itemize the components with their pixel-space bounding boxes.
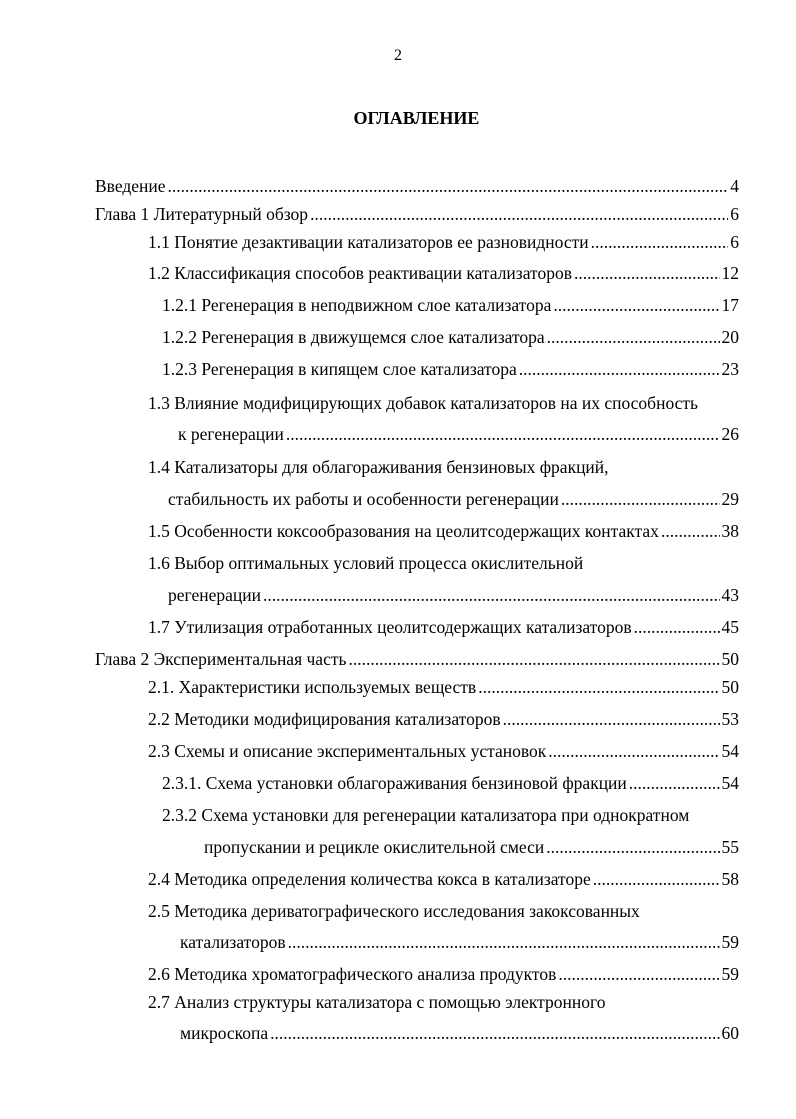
toc-entry-1-2-1[interactable] <box>162 294 739 316</box>
toc-entry-1-5[interactable] <box>148 520 739 542</box>
toc-entry-title: 2.6 Методика хроматографического анализа продуктов <box>148 964 557 984</box>
toc-entry-page: 17 <box>721 295 739 315</box>
toc-entry-2-3[interactable] <box>148 740 739 762</box>
dot-leader <box>548 740 719 762</box>
toc-entry-page: 50 <box>721 677 739 697</box>
dot-leader <box>286 423 720 445</box>
toc-entry-page: 23 <box>721 359 739 379</box>
dot-leader <box>168 175 729 197</box>
toc-entry-1-6-first-line[interactable]: 1.6 Выбор оптимальных условий процесса окислительной <box>148 553 584 573</box>
dot-leader <box>593 868 720 890</box>
toc-entry-title: 1.5 Особенности коксообразования на цеолитсодержащих контактах <box>148 521 659 541</box>
dot-leader <box>348 648 719 670</box>
toc-entry-1-2[interactable] <box>148 262 739 284</box>
toc-entry-title: 1.7 Утилизация отработанных цеолитсодержащих катализаторов <box>148 617 632 637</box>
toc-entry-page: 12 <box>721 263 739 283</box>
toc-entry-2-4[interactable] <box>148 868 739 890</box>
toc-entry-title: 2.4 Методика определения количества кокса в катализаторе <box>148 869 591 889</box>
toc-entry-introduction[interactable] <box>95 175 739 197</box>
dot-leader <box>561 488 720 510</box>
toc-entry-2-6[interactable] <box>148 963 739 985</box>
toc-entry-title: 1.2.3 Регенерация в кипящем слое катализатора <box>162 359 517 379</box>
dot-leader <box>270 1022 719 1044</box>
toc-entry-title-cont: регенерации <box>168 585 261 605</box>
dot-leader <box>478 676 719 698</box>
dot-leader <box>503 708 720 730</box>
toc-entry-1-3-first-line[interactable]: 1.3 Влияние модифицирующих добавок катализаторов на их способность <box>148 393 699 413</box>
toc-entry-title-cont: микроскопа <box>180 1023 269 1043</box>
toc-entry-page: 55 <box>721 837 739 857</box>
toc-entry-page: 60 <box>721 1023 739 1043</box>
toc-entry-page: 26 <box>721 424 739 444</box>
toc-entry-page: 29 <box>721 489 739 509</box>
toc-entry-1-3[interactable] <box>178 423 739 445</box>
toc-entry-title: Глава 2 Экспериментальная часть <box>95 649 347 669</box>
dot-leader <box>263 584 720 606</box>
toc-entry-page: 38 <box>721 521 739 541</box>
toc-entry-title: Введение <box>95 176 166 196</box>
toc-entry-title: 1.2.1 Регенерация в неподвижном слое катализатора <box>162 295 552 315</box>
toc-entry-title: 1.2 Классификация способов реактивации катализаторов <box>148 263 572 283</box>
dot-leader <box>546 836 719 858</box>
toc-entry-page: 59 <box>721 964 739 984</box>
toc-entry-2-7-first-line[interactable]: 2.7 Анализ структуры катализатора с помощью электронного <box>148 992 606 1012</box>
toc-entry-title-cont: стабильность их работы и особенности регенерации <box>168 489 559 509</box>
toc-entry-page: 20 <box>721 327 739 347</box>
toc-entry-2-2[interactable] <box>148 708 739 730</box>
dot-leader <box>547 326 720 348</box>
toc-entry-title: 2.1. Характеристики используемых веществ <box>148 677 477 697</box>
toc-entry-2-3-2[interactable] <box>204 836 739 858</box>
toc-entry-title: 1.2.2 Регенерация в движущемся слое катализатора <box>162 327 545 347</box>
dot-leader <box>553 294 719 316</box>
toc-entry-2-1[interactable] <box>148 676 739 698</box>
toc-entry-page: 45 <box>721 617 739 637</box>
dot-leader <box>591 231 729 253</box>
toc-entry-page: 58 <box>721 869 739 889</box>
toc-entry-page: 59 <box>721 932 739 952</box>
toc-entry-title: 2.3.1. Схема установки облагораживания бензиновой фракции <box>162 773 627 793</box>
toc-heading: ОГЛАВЛЕНИЕ <box>353 108 480 128</box>
toc-entry-chapter-2[interactable] <box>95 648 739 670</box>
toc-entry-2-3-1[interactable] <box>162 772 739 794</box>
toc-entry-title: Глава 1 Литературный обзор <box>95 204 309 224</box>
toc-entry-1-7[interactable] <box>148 616 739 638</box>
toc-entry-1-4[interactable] <box>168 488 739 510</box>
toc-entry-page: 53 <box>721 709 739 729</box>
toc-entry-title: 2.3 Схемы и описание экспериментальных установок <box>148 741 547 761</box>
toc-entry-page: 50 <box>721 649 739 669</box>
toc-entry-page: 6 <box>730 204 739 224</box>
toc-entry-page: 54 <box>721 741 739 761</box>
toc-entry-1-2-2[interactable] <box>162 326 739 348</box>
dot-leader <box>629 772 720 794</box>
toc-entry-title-cont: пропускании и рецикле окислительной смеси <box>204 837 545 857</box>
dot-leader <box>574 262 720 284</box>
page-number: 2 <box>394 47 402 64</box>
toc-entry-2-5[interactable] <box>180 931 739 953</box>
dot-leader <box>558 963 719 985</box>
toc-entry-2-7[interactable] <box>180 1022 739 1044</box>
toc-entry-1-2-3[interactable] <box>162 358 739 380</box>
dot-leader <box>519 358 720 380</box>
toc-entry-page: 4 <box>730 176 739 196</box>
toc-entry-chapter-1[interactable] <box>95 203 739 225</box>
toc-entry-page: 43 <box>721 585 739 605</box>
dot-leader <box>288 931 720 953</box>
toc-entry-2-3-2-first-line[interactable]: 2.3.2 Схема установки для регенерации катализатора при однократном <box>162 805 690 825</box>
dot-leader <box>661 520 720 542</box>
toc-entry-title-cont: катализаторов <box>180 932 286 952</box>
dot-leader <box>310 203 728 225</box>
toc-entry-1-4-first-line[interactable]: 1.4 Катализаторы для облагораживания бензиновых фракций, <box>148 457 609 477</box>
toc-entry-title: 1.1 Понятие дезактивации катализаторов ее разновидности <box>148 232 589 252</box>
toc-entry-title: 2.2 Методики модифицирования катализаторов <box>148 709 501 729</box>
toc-entry-page: 6 <box>730 232 739 252</box>
dot-leader <box>634 616 720 638</box>
toc-entry-1-6[interactable] <box>168 584 739 606</box>
toc-entry-1-1[interactable] <box>148 231 739 253</box>
toc-entry-page: 54 <box>721 773 739 793</box>
toc-entry-2-5-first-line[interactable]: 2.5 Методика дериватографического исследования закоксованных <box>148 901 640 921</box>
toc-entry-title-cont: к регенерации <box>178 424 284 444</box>
